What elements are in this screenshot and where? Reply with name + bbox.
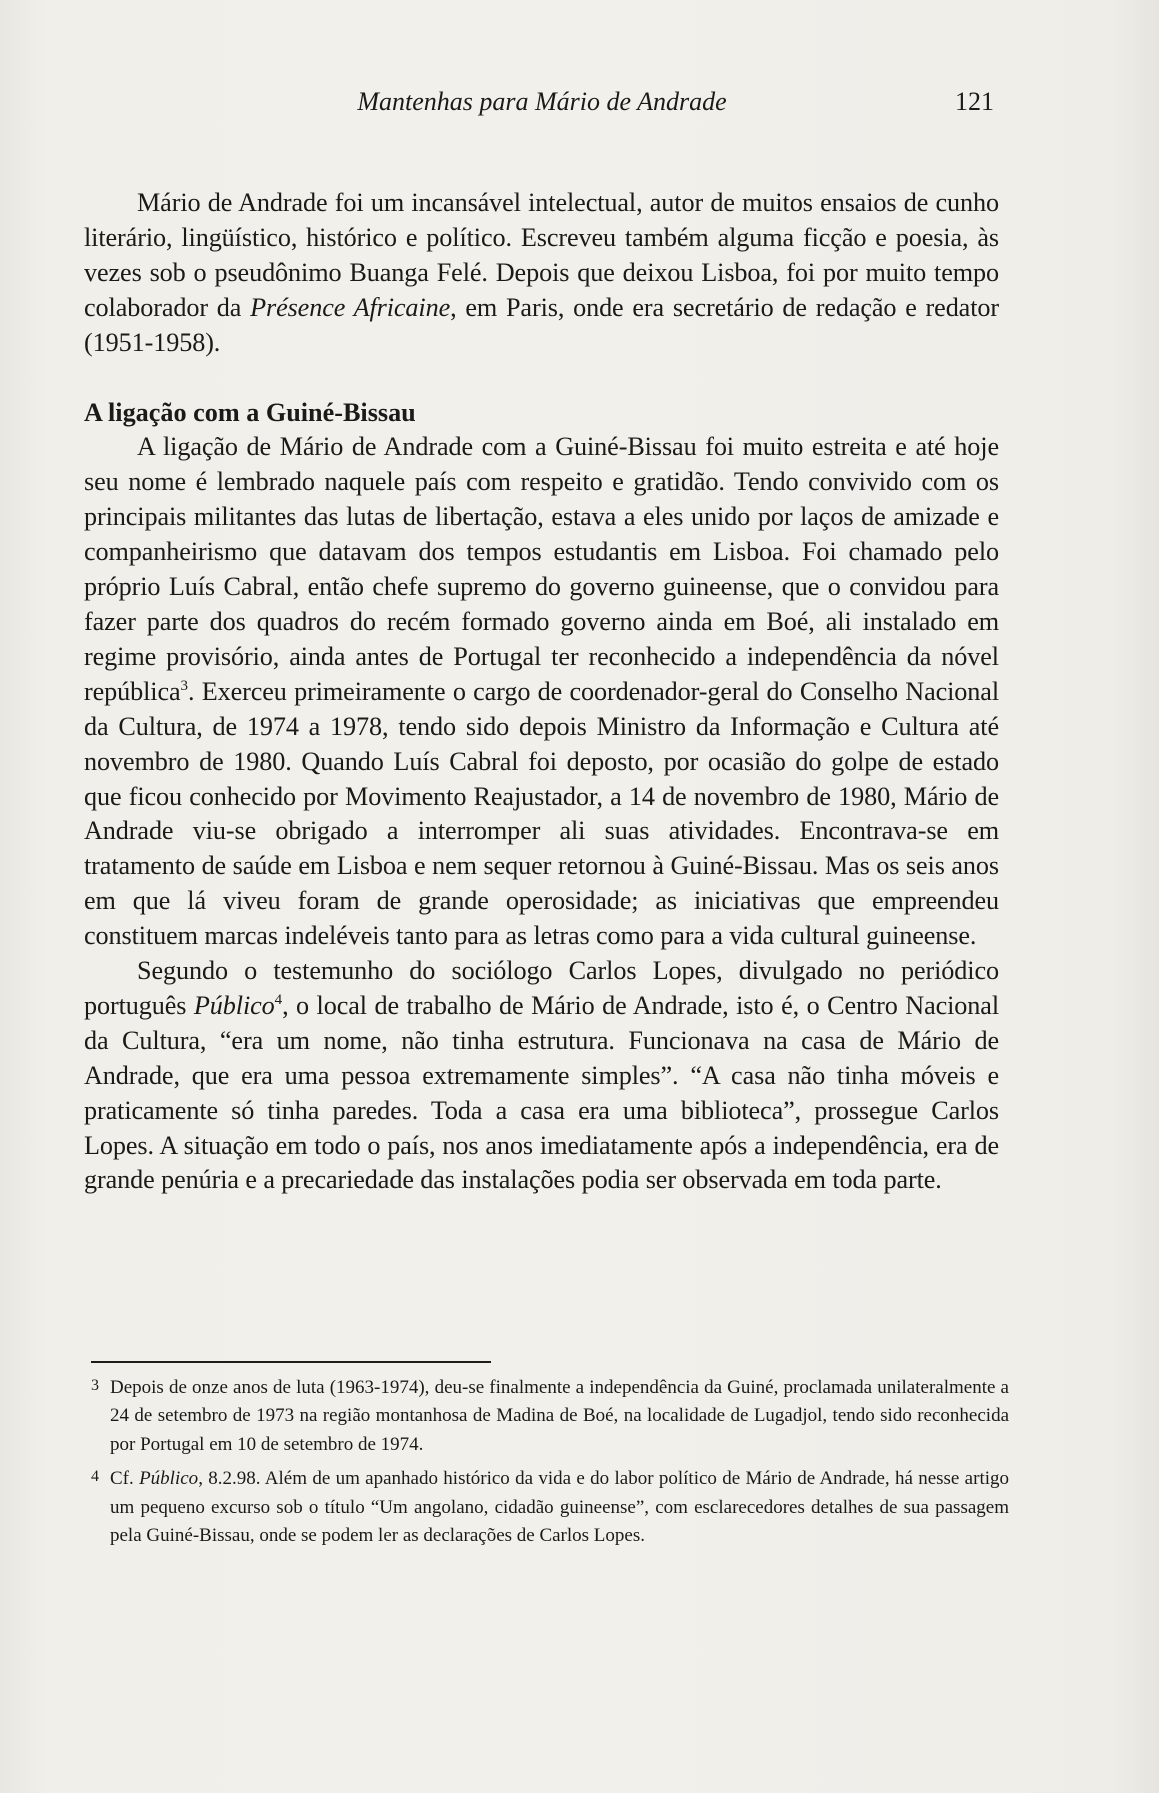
footnote-text: Cf. xyxy=(110,1468,140,1490)
italic-title: Público xyxy=(139,1468,199,1490)
footnote-4 xyxy=(91,1465,1009,1550)
footnote-3 xyxy=(91,1374,1009,1459)
paragraph-text: Segundo o testemunho do sociólogo Carlos Lopes, divulgado no periódico português xyxy=(84,956,999,1020)
paragraph-text: Mário de Andrade foi um incansável intelectual, autor de muitos ensaios de cunho literário, lingüístico, histórico e político. Escreveu também alguma ficção e poesia, às vezes sob o pseudônimo Buanga Felé. Depois que deixou Lisboa, foi por muito tempo colaborador da xyxy=(84,188,999,322)
footnotes xyxy=(91,1374,1009,1556)
footnote-text: , 8.2.98. Além de um apanhado histórico da vida e do labor político de Mário de Andrade, há nesse artigo um pequeno excurso sob o título “Um angolano, cidadão guineense”, com esclarecedores detalhes de sua passagem pela Guiné-Bissau, onde se podem ler as declarações de Carlos Lopes. xyxy=(110,1468,1009,1547)
footnote-number: 3 xyxy=(91,1377,99,1394)
italic-title: Público xyxy=(193,990,275,1020)
footnote-ref-4: 4 xyxy=(274,991,283,1008)
section-heading: A ligação com a Guiné-Bissau xyxy=(84,397,416,427)
paragraph-text: . Exerceu primeiramente o cargo de coordenador-geral do Conselho Nacional da Cultura, de 1974 a 1978, tendo sido depois Ministro da Informação e Cultura até novembro de 1980. Quando Luís Cabral foi deposto, por ocasião do golpe de estado que ficou conhecido por Movimento Reajustador, a 14 de novembro de 1980, Mário de Andrade viu-se obrigado a interromper ali suas atividades. Encontrava-se em tratamento de saúde em Lisboa e nem sequer retornou à Guiné-Bissau. Mas os seis anos em que lá viveu foram de grande operosidade; as iniciativas que empreendeu constituem marcas indeléveis tanto para as letras como para a vida cultural guineense. xyxy=(84,676,999,951)
paragraph-intro xyxy=(84,186,999,361)
running-title: Mantenhas para Mário de Andrade xyxy=(357,87,727,116)
page-number: 121 xyxy=(955,87,994,116)
paragraph-guine-bissau xyxy=(84,430,999,954)
paragraph-testimony xyxy=(84,954,999,1198)
footnote-ref-3: 3 xyxy=(180,677,188,694)
body-text xyxy=(84,186,999,1198)
footnote-number: 4 xyxy=(91,1468,99,1486)
italic-title: Présence Africaine xyxy=(250,292,451,322)
footnote-text: Depois de onze anos de luta (1963-1974), deu-se finalmente a independência da Guiné, proclamada unilateralmente a 24 de setembro de 1973 na região montanhosa de Madina de Boé, na localidade de Lugadjol, tendo sido reconhecida por Portugal em 10 de setembro de 1974. xyxy=(110,1377,1009,1455)
paragraph-text: , o local de trabalho de Mário de Andrade, isto é, o Centro Nacional da Cultura, “era um nome, não tinha estrutura. Funcionava na casa de Mário de Andrade, que era uma pessoa extremamente simples”. “A casa não tinha móveis e praticamente só tinha paredes. Toda a casa era uma biblioteca”, prossegue Carlos Lopes. A situação em todo o país, nos anos imediatamente após a independência, era de grande penúria e a precariedade das instalações podia ser observada em toda parte. xyxy=(84,990,999,1195)
paragraph-text: A ligação de Mário de Andrade com a Guiné-Bissau foi muito estreita e até hoje seu nome é lembrado naquele país com respeito e gratidão. Tendo convivido com os principais militantes das lutas de libertação, estava a eles unido por laços de amizade e companheirismo que datavam dos tempos estudantis em Lisboa. Foi chamado pelo próprio Luís Cabral, então chefe supremo do governo guineense, que o convidou para fazer parte dos quadros do recém formado governo ainda em Boé, ali instalado em regime provisório, ainda antes de Portugal ter reconhecido a independência da nóvel república xyxy=(84,432,999,706)
running-head xyxy=(90,82,994,122)
paragraph-text: , em Paris, onde era secretário de redação e redator (1951-1958). xyxy=(84,292,999,357)
footnote-divider xyxy=(91,1361,491,1363)
